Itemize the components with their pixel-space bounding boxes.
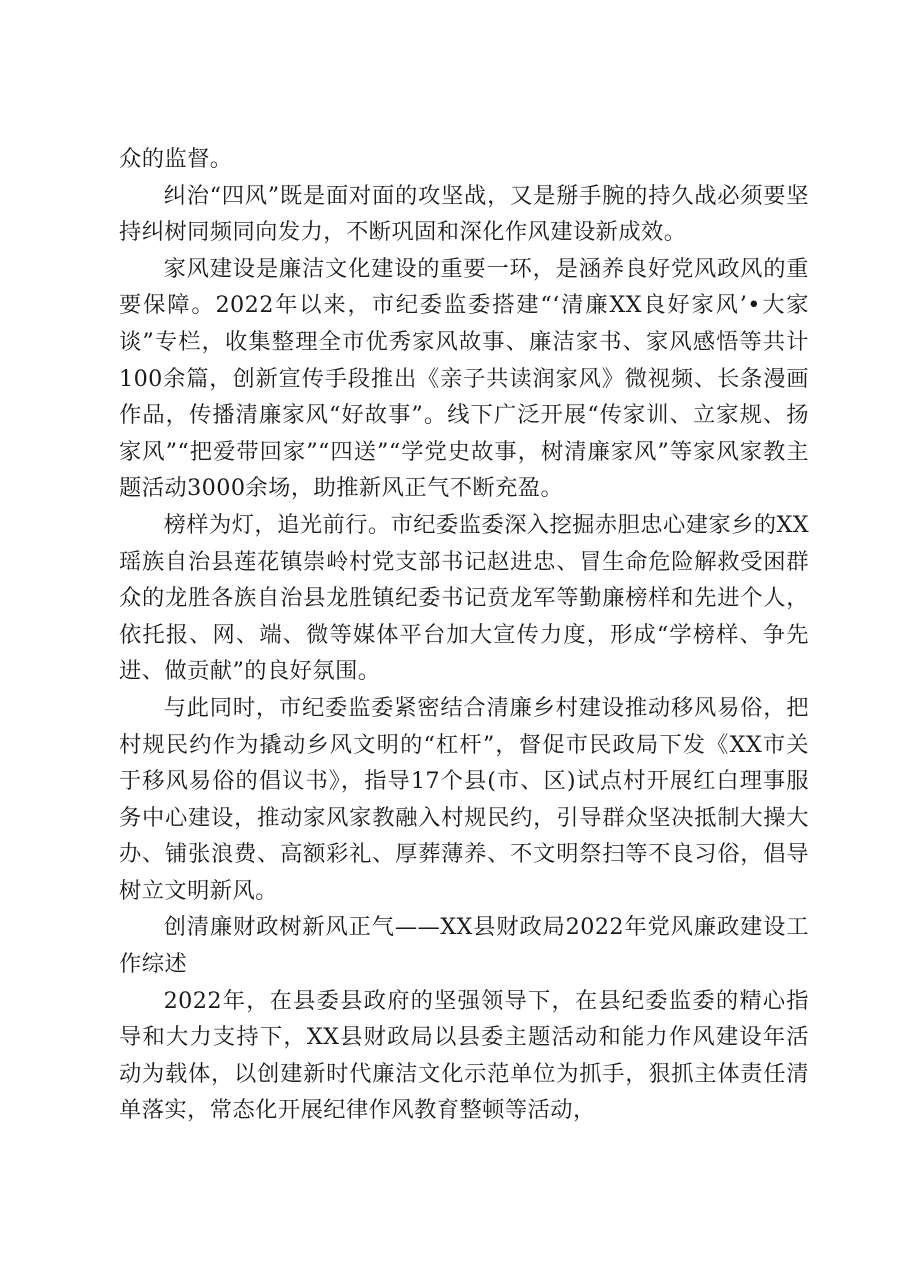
paragraph-continuation: 众的监督。 xyxy=(119,146,233,172)
paragraph-four-winds: 纠治“四风”既是面对面的攻坚战，又是掰手腕的持久战必须要坚持纠树同频同向发力，不断巩固和深化作风建设新成效。 xyxy=(119,182,809,246)
paragraph-family-style: 家风建设是廉洁文化建设的重要一环，是涵养良好党风政风的重要保障。2022年以来，市纪委监委搭建“‘清廉XX良好家风’•大家谈”专栏，收集整理全市优秀家风故事、廉洁家书、家风感悟等共计100余篇，创新宣传手段推出《亲子共读润家风》微视频、长条漫画作品，传播清廉家风“好故事”。线下广泛开展“传家训、立家规、扬家风”“把爱带回家”“四送”“学党史故事，树清廉家风”等家风家教主题活动3000余场，助推新风正气不断充盈。 xyxy=(119,255,809,502)
section-heading: 创清廉财政树新风正气——XX县财政局2022年党风廉政建设工作综述 xyxy=(119,914,809,978)
paragraph-rural-customs: 与此同时，市纪委监委紧密结合清廉乡村建设推动移风易俗，把村规民约作为撬动乡风文明的“杠杆”，督促市民政局下发《XX市关于移风易俗的倡议书》，指导17个县(市、区)试点村开展红白理事服务中心建设，推动家风家教融入村规民约，引导群众坚决抵制大操大办、铺张浪费、高额彩礼、厚葬薄养、不文明祭扫等不良习俗，倡导树立文明新风。 xyxy=(119,694,809,904)
paragraph-role-models: 榜样为灯，追光前行。市纪委监委深入挖掘赤胆忠心建家乡的XX瑶族自治县莲花镇崇岭村党支部书记赵进忠、冒生命危险解救受困群众的龙胜各族自治县龙胜镇纪委书记贲龙军等勤廉榜样和先进个人，依托报、网、端、微等媒体平台加大宣传力度，形成“学榜样、争先进、做贡献”的良好氛围。 xyxy=(119,511,809,685)
paragraph-finance-bureau: 2022年，在县委县政府的坚强领导下，在县纪委监委的精心指导和大力支持下，XX县财政局以县委主题活动和能力作风建设年活动为载体，以创建新时代廉洁文化示范单位为抓手，狠抓主体责任清单落实，常态化开展纪律作风教育整顿等活动， xyxy=(119,987,809,1124)
document-body xyxy=(119,141,809,1129)
